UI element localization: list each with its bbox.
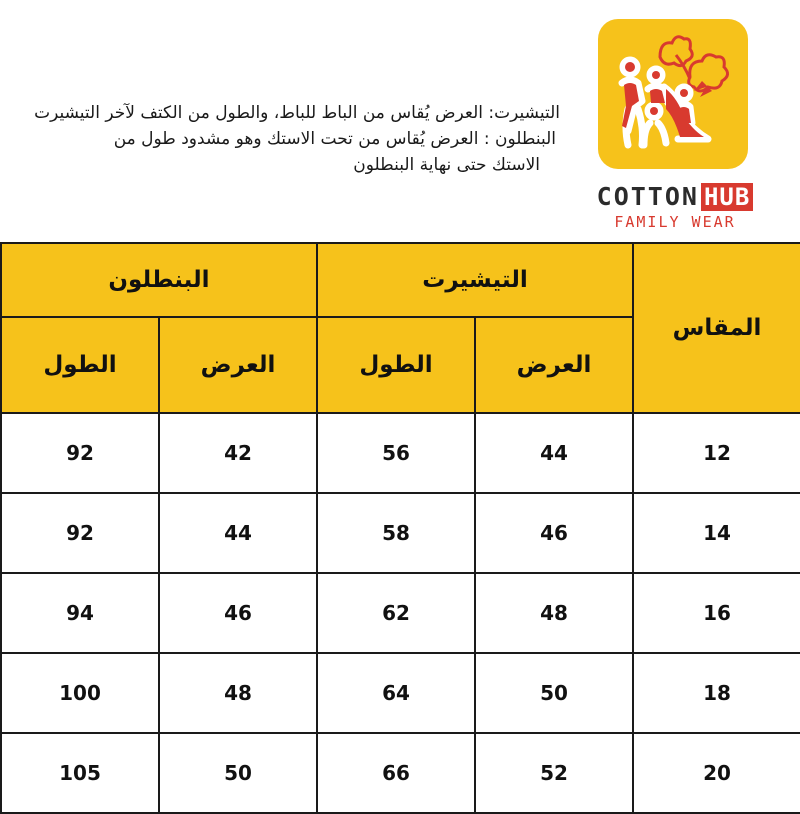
tshirt-width-cell: 52 — [475, 733, 633, 813]
pants-length-cell: 105 — [1, 733, 159, 813]
brand-tagline: FAMILY WEAR — [614, 213, 736, 231]
pants-note-line2: الاستك حتى نهاية البنطلون — [353, 155, 540, 175]
pants-note-line1: البنطلون : العرض يُقاس من تحت الاستك وهو مشدود طول من — [113, 129, 556, 149]
tshirt-width-cell: 48 — [475, 573, 633, 653]
pants-width-cell: 48 — [159, 653, 317, 733]
tshirt-length-cell: 64 — [317, 653, 475, 733]
group-header-row — [1, 243, 800, 317]
size-cell: 16 — [633, 573, 800, 653]
pants-width-cell: 42 — [159, 413, 317, 493]
size-cell: 14 — [633, 493, 800, 573]
tshirt-length-cell: 56 — [317, 413, 475, 493]
tshirt-group-header: التيشيرت — [317, 243, 633, 317]
table-row — [1, 493, 800, 573]
tshirt-width-cell: 44 — [475, 413, 633, 493]
brand-name-hub: HUB — [701, 183, 753, 211]
pants-length-cell: 92 — [1, 413, 159, 493]
pants-length-cell: 92 — [1, 493, 159, 573]
pants-group-header: البنطلون — [1, 243, 317, 317]
pants-width-cell: 50 — [159, 733, 317, 813]
pants-length-header: الطول — [1, 317, 159, 413]
tshirt-width-cell: 50 — [475, 653, 633, 733]
pants-note — [8, 126, 560, 178]
size-cell: 18 — [633, 653, 800, 733]
tshirt-length-cell: 66 — [317, 733, 475, 813]
measurement-notes — [8, 100, 560, 178]
size-cell: 20 — [633, 733, 800, 813]
brand-wordmark — [585, 182, 765, 231]
tshirt-length-cell: 62 — [317, 573, 475, 653]
pants-width-cell: 44 — [159, 493, 317, 573]
size-table — [0, 242, 800, 814]
tshirt-width-header: العرض — [475, 317, 633, 413]
size-cell: 12 — [633, 413, 800, 493]
table-row — [1, 733, 800, 813]
tshirt-note: التيشيرت: العرض يُقاس من الباط للباط، والطول من الكتف لآخر التيشيرت — [34, 103, 560, 123]
tshirt-length-cell: 58 — [317, 493, 475, 573]
family-cotton-icon — [598, 19, 748, 169]
tshirt-width-cell: 46 — [475, 493, 633, 573]
table-row — [1, 573, 800, 653]
table-row — [1, 413, 800, 493]
tshirt-length-header: الطول — [317, 317, 475, 413]
brand-name-cotton: COTTON — [596, 182, 699, 211]
pants-width-header: العرض — [159, 317, 317, 413]
table-row — [1, 653, 800, 733]
pants-width-cell: 46 — [159, 573, 317, 653]
pants-length-cell: 100 — [1, 653, 159, 733]
pants-length-cell: 94 — [1, 573, 159, 653]
brand-name — [585, 182, 765, 211]
size-chart — [0, 242, 800, 800]
brand-logo — [598, 19, 748, 169]
size-header: المقاس — [633, 243, 800, 413]
